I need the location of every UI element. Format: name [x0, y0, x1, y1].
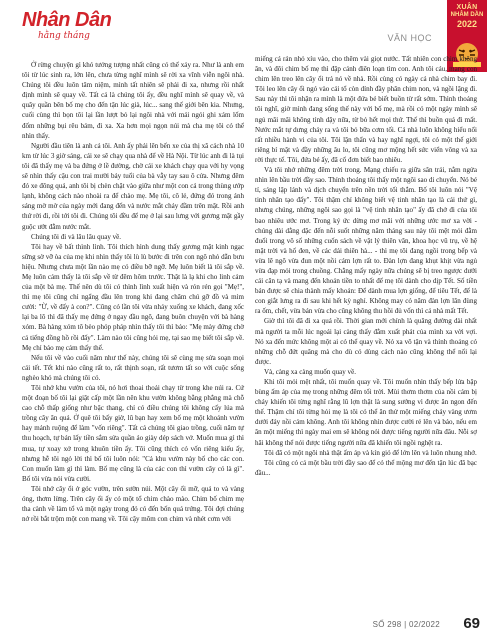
article-column-right [255, 54, 477, 478]
issue-info: SỐ 298 | 02/2022 [372, 620, 440, 629]
paragraph: Tôi nhớ cây ổi ở góc vườn, trên sườn núi. Một cây ổi mỡ, quả to và vàng óng, thơm lừng. Trên cây ổi ấy có một tổ chim chào mào. Chim bố chim mẹ tha cành về làm tổ và một ngày trong đó có đến bốn quả trứng. Tôi đợi chúng nở rồi bắt trộm một con mang về. Tôi cậy mõm con chim và nhét cơm với [22, 484, 244, 524]
page-footer [0, 608, 500, 637]
paragraph: Tôi nhớ khu vườn của tôi, nó hơi thoai thoải chạy từ trong khe núi ra. Cứ một đoạn bố tôi lại giật cấp một lần nên khu vườn không bằng phẳng mà chỗ cao chỗ thấp giống như bậc thang, chỉ có điều chúng tôi không cấy lúa mà trồng cây ăn quả. Ở quê tôi bấy giờ, lũ bạn hay xem bố mẹ một khoảnh vườn hay mảnh ruộng để làm "vốn riêng". Tất cả chúng tôi giao trồng, cuối năm tự thu hoạch, tự bán lấy tiền sắm sửa quần áo giày dép sách vở. Muốn mua gì thì mua, tự xoay xở trong khuôn tiền ấy. Tôi cũng thích có vốn riêng kiểu ấy, nhưng hễ tôi ngỏ lời thì bố tôi luôn nói: "Cả khu vườn này bố cho các con. Con muốn làm gì thì làm. Bố mẹ cũng là của các con thì vườn cây có là gì". Bố tôi vừa nói vừa cười. [22, 384, 244, 483]
magazine-logo [22, 10, 111, 41]
paragraph: Tôi hay về bất thình lình. Tôi thích hình dung thấy gương mặt kinh ngạc sững sờ vỡ òa của mẹ khi nhìn thấy tôi lù lù bước đi trên con ngõ nhỏ dẫn bưu hiệu. Nhưng chưa một lần nào mẹ có điều bỡ ngỡ. Mẹ luôn biết là tôi sắp về. Mẹ luôn cảm thấy là tôi sắp về từ đêm hôm trước. Thật là lạ khi cho linh cảm của một bà mẹ. Thế nên dù tôi có thình lình xuất hiện và rón rén gọi "Mẹ!", thì mẹ tôi cũng chỉ ngẩng đầu lên trong khi đang chăm chú gỡ đồ và mỉm cười: "Ừ, về đấy à con?". Cũng có lần tôi vừa nhảy xuống xe khách, đang xốc lại ba lô thì đã thấy mẹ đứng ở ngay đầu ngõ, đang buôn chuyện với bà hàng xóm. Bà hàng xóm tô bèo phóp pháp nhìn thấy tôi thì bảo: "Mẹ mày đứng chờ cả tiếng đồng hồ rồi đấy". Làm nào tôi cũng hỏi mẹ, tại sao mẹ biết tôi sắp về. Mẹ chỉ bảo mẹ cảm thấy thế. [22, 242, 244, 352]
badge-line-3: 2022 [456, 19, 478, 29]
paragraph: Khi tôi mỏi mệt nhất, tôi muốn quay về. Tôi muốn nhìn thấy bếp lửa bập bùng ấm áp của mẹ trong những đêm tối trời. Mùi thơm thơm của nồi cám bị cháy khiến tôi từng nghĩ rằng lũ lợn thật là sung sướng vì được ăn ngon đến thế. Thậm chí tôi từng hỏi mẹ là tôi có thể ăn thử một miếng cháy vàng ươm dưới đáy nồi cám không. Anh tôi không nhìn được cười rẻ lên và bảo, nếu em ăn một miếng thì ngày mai em sẽ không nói được tiếng người nữa đâu. Nỗi sợ hãi không thể nói được tiếng người nữa đã khiến tôi ngồi nghệt ra. [255, 378, 477, 447]
page-number: 69 [463, 615, 480, 632]
badge-line-1: XUÂN [456, 4, 478, 11]
paragraph: Nếu tôi về vào cuối năm như thế này, chúng tôi sẽ cùng mẹ sửa soạn mọi cái tết. Tết khi nào cũng rất to, rất thịnh soạn, rất tươm tất so với cuộc sống nghèo khó mà chúng tôi có. [22, 353, 244, 382]
paragraph: Ở rừng chuyện gì khó tưởng tượng nhất cũng có thể xảy ra. Như là anh em tôi từ lúc sinh ra, lớn lên, chưa từng nghĩ mình sẽ rời xa vĩnh viễn ngôi nhà. Chúng tôi đều luôn tâm niệm, mình tất nhiên sẽ phải đi xa, nhưng rồi nhất định mình sẽ quay về. Tất cả là chúng tôi ấy, đều nghĩ mình sẽ quay về, và quây quần bên bố mẹ cho đến tận lúc già, lúc... sang thế giới bên kia. Nhưng, cuối cùng thì bọn tôi lại lần lượt bỏ lại ngôi nhà với mái ngói ghi xám lốm đốm những bụi rêu bám, đi xa. Xa hơn mọi ngọn núi mà cha mẹ tôi có thể nhìn thấy. [22, 61, 244, 140]
paragraph: Người đầu tiên là anh cả tôi. Anh ấy phải lên bến xe của thị xã cách nhà 10 km từ lúc 3 giờ sáng, cái xe sẽ chạy qua nhà để về Hà Nội. Từ lúc anh đi là tụi tôi đã thấy mẹ và ba đứng ở lề đường, chờ cái xe khách chạy qua với hy vọng sẽ nhìn thấy cậu con trai mười bảy tuổi của bà vẫy tay sau ô cửa. Nhưng đêm đó xe đông quá, anh tôi bị chèn chặt vào giữa như một con cá trong thùng ướp lạnh, không cách nào nhoài ra để chào mẹ. Mẹ tôi, cô lẻ, đứng đó trong ánh sáng mờ mờ của ngày mới đang đến và nước mắt chảy đầm trên mặt. Rồi anh thứ rời đi, rồi tới tôi đi. Chúng tôi đều để mẹ ở lại sau lưng với gương mặt gầy guộc ướt đẫm nước mắt. [22, 141, 244, 231]
paragraph: Chúng tôi đi và lâu lâu quay về. [31, 232, 122, 241]
section-label: VĂN HỌC [387, 33, 432, 43]
paragraph: Và tôi nhớ những đêm trời trong. Mạng chiếu ra giữa sân trải, nằm ngửa nhìn lên bầu trời đầy sao. Thỉnh thoảng tôi thấy một ngôi sao di chuyển. Nó bé tí, sáng lập lánh và dịch chuyển trên nền trời tối thẳm. Bố tôi luôn nói "Vệ tinh nhân tạo đấy". Tôi thậm chí không biết vệ tinh nhân tạo là cái thứ gì, nhưng chúng, những ngôi sao gọi là "vệ tinh nhân tạo" ấy đã chở đi của tôi bao nhiêu ước mơ. Trong ký ức dừng mơ mãi với những ước mơ xa vời - chúng dài dằng dặc đến nỗi suốt những năm tháng sau này tôi mệt mỏi đằm đuối trong vô số những cuốn sách về vật lý thiên văn, khoa học vũ trụ, về hệ mặt trời và hố đen, về các dải thiên hà... - thì mẹ tôi đang ngồi trong bếp và vừa lẽ ngõ vừa đun một nồi cám lợn rất to. Đàn lợn đang khụt khịt vừa ngủ vừa đạp mỏi trong chuồng. Chẳng mấy ngày nữa chúng sẽ bị treo ngược dưới cái cân tạ và mang đến khoản tiền to nhất để mẹ tôi dành cho dịp Tết. Số tiền bán được sẽ chia thành mấy khoản: Để dành mua lợn giống, để tiêu Tết, để là con giắt lưng ra đi sau khi hết kỳ nghỉ. Không may có năm đàn lợn lăn đùng ra ốm, chết, vừa bán vừa cho cũng không thu hồi đủ vốn thì cả nhà mất Tết. [255, 166, 478, 316]
logo-title: Nhân Dân [22, 9, 112, 31]
paragraph: Tôi cũng có cả một bầu trời đầy sao để có thể mộng mơ đến tận lúc đã bạc đầu... [255, 458, 477, 477]
paragraph: Tôi đã có một ngôi nhà thật ấm áp và kín gió để lớn lên và luôn nhung nhớ. [264, 448, 477, 457]
paragraph: Và, càng xa càng muốn quay về. [264, 367, 356, 376]
logo-subtitle: hằng tháng [38, 31, 90, 41]
paragraph: Giờ thì tôi đã đi xa quá rồi. Thời gian mới chính là quãng đường dài nhất mà người ta mỗi lúc ngoái lại càng thấy đằm xuất phát của mình xa vời vợi. Nó xa đến mức không một ai có thể quay về. Nó xa vô tận và thỉnh thoảng có những chỗ đứt quãng mà cho dù có dùng cách nào cũng không thể nối lại được. [255, 317, 477, 366]
paragraph: miếng cá rán nhỏ xíu vào, cho thêm vài giọt nước. Tất nhiên con chim không ăn, và đôi chim bố mẹ thì đập cánh điên loạn tìm con. Anh tôi cáu, mang con chim lên treo lên cây ổi trả nó về nhà. Rồi cùng có ngày cả nhà chim bay đi. Tôi leo lên cây ổi ngó vào cái tổ còn dính đầy phân chim non, và ngồi lặng đi. Sau này thì tôi nhận ra mình là một đứa bé biết buồn từ rất sớm. Thình thoảng tôi nghĩ, giờ mình đang sống thế này với bố mẹ, mà rồi có một ngày mình sẽ ngủ mãi mãi không tỉnh dậy nữa, từ bỏ hết mọi thứ. Thế thì buồn quá đi mất. Nước mắt tự dưng chảy ra và tôi bỏ bữa cơm tối. Cả nhà luôn không hiểu nổi rất nhiều hành vi của tôi. Tôi lặn thẩn và hay nghĩ ngợi, tôi có một thế giới riêng bí mật và đầy những âu lo, tôi cũng mơ mộng hết sức viển vông và xa rời thực tế. Tôi, đứa bé ấy, đã cố đơn biết bao nhiêu. [255, 55, 477, 164]
badge-line-2: NHÂM DẦN [450, 12, 484, 18]
page-header [0, 0, 500, 62]
article-column-left [22, 60, 244, 524]
